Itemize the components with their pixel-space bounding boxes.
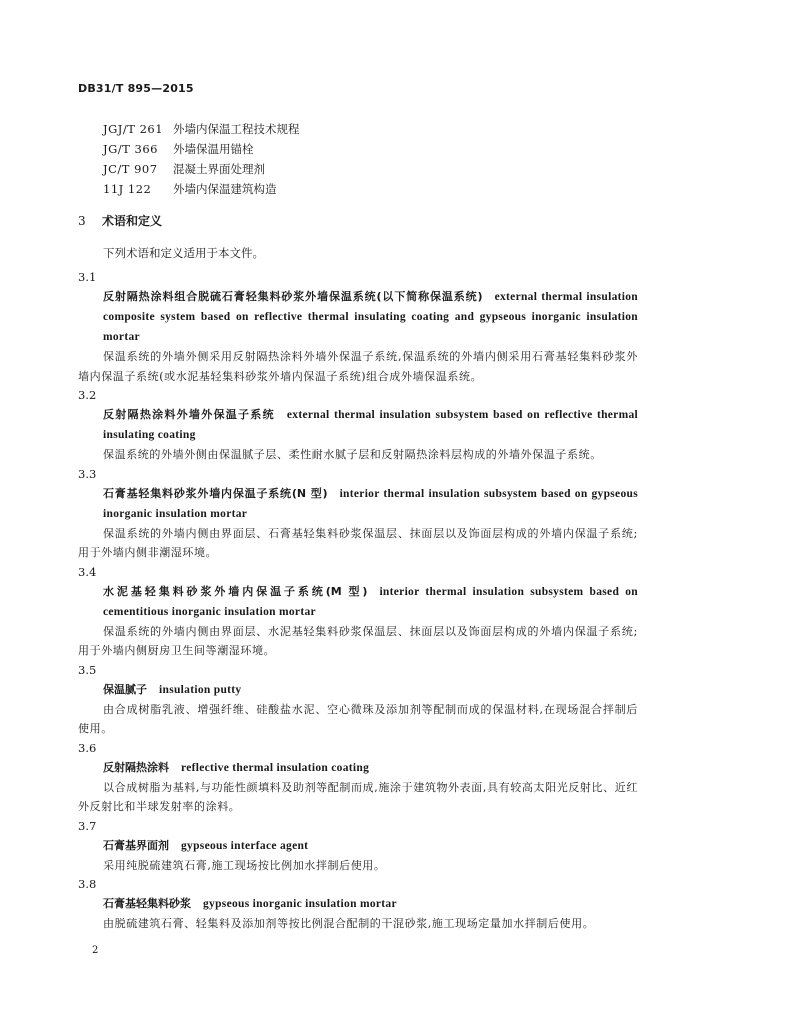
reference-item <box>103 179 300 199</box>
term-en: gypseous inorganic insulation mortar <box>203 898 397 910</box>
term-zh: 石膏基界面剂 <box>103 838 169 852</box>
term-title <box>78 680 638 700</box>
term-title <box>78 582 638 622</box>
term-en: reflective thermal insulation coating <box>181 761 370 774</box>
reference-code: JG/T 366 <box>103 142 158 156</box>
term-list <box>78 268 638 934</box>
term-definition: 保温系统的外墙内侧由界面层、石膏基轻集料砂浆保温层、抹面层以及饰面层构成的外墙内保温子系统;用于外墙内侧非潮湿环境。 <box>78 526 638 559</box>
section-title: 术语和定义 <box>102 214 163 228</box>
reference-title: 外墙内保温建筑构造 <box>173 182 277 196</box>
section-number: 3 <box>78 214 86 228</box>
term-entry <box>78 386 638 465</box>
term-definition: 采用纯脱硫建筑石膏,施工现场按比例加水拌制后使用。 <box>103 858 386 872</box>
term-entry <box>78 465 638 563</box>
term-zh: 保温腻子 <box>103 682 147 696</box>
term-en: gypseous interface agent <box>181 839 309 852</box>
doc-code: DB31/T 895—2015 <box>78 82 194 95</box>
term-en: interior thermal insulation subsystem based on gypseous inorganic insulation mortar <box>103 487 638 520</box>
term-entry <box>78 268 638 386</box>
term-title <box>78 405 638 445</box>
term-number: 3.4 <box>78 564 97 579</box>
term-definition: 以合成树脂为基料,与功能性颜填料及助剂等配制而成,施涂于建筑物外表面,具有较高太阳光反射比、近红外反射比和半球发射率的涂料。 <box>78 780 638 813</box>
term-zh: 反射隔热涂料组合脱硫石膏轻集料砂浆外墙保温系统(以下简称保温系统) <box>103 290 483 303</box>
reference-code: JGJ/T 261 <box>103 122 164 136</box>
term-zh: 水泥基轻集料砂浆外墙内保温子系统(M 型) <box>103 584 368 598</box>
reference-item <box>103 159 300 179</box>
term-number: 3.6 <box>78 740 97 755</box>
term-zh: 石膏基轻集料砂浆外墙内保温子系统(N 型) <box>103 486 328 500</box>
term-entry <box>78 875 638 934</box>
term-definition: 保温系统的外墙外侧由保温腻子层、柔性耐水腻子层和反射隔热涂料层构成的外墙外保温子系统。 <box>103 448 602 461</box>
term-number: 3.1 <box>78 270 97 284</box>
term-zh: 反射隔热涂料 <box>103 760 169 774</box>
term-zh: 反射隔热涂料外墙外保温子系统 <box>103 408 275 421</box>
reference-title: 外墙保温用锚栓 <box>173 142 254 156</box>
term-number: 3.8 <box>78 877 97 891</box>
term-zh: 石膏基轻集料砂浆 <box>103 897 191 910</box>
term-number: 3.2 <box>78 388 97 402</box>
term-entry <box>78 661 638 739</box>
term-en: insulation putty <box>159 683 242 696</box>
term-number: 3.3 <box>78 466 97 481</box>
term-en: external thermal insulation composite system based on reflective thermal insulating coating and gypseous inorganic insulation mortar <box>103 291 638 343</box>
term-title <box>78 758 638 778</box>
term-en: interior thermal insulation subsystem based on cementitious inorganic insulation mortar <box>103 585 638 618</box>
term-title <box>78 484 638 524</box>
reference-code: 11J 122 <box>103 182 152 196</box>
section-intro: 下列术语和定义适用于本文件。 <box>103 246 264 260</box>
term-definition: 由脱硫建筑石膏、轻集料及添加剂等按比例混合配制的干混砂浆,施工现场定量加水拌制后使用。 <box>103 917 595 930</box>
term-entry <box>78 563 638 661</box>
term-entry <box>78 739 638 817</box>
term-definition: 由合成树脂乳液、增强纤维、硅酸盐水泥、空心微珠及添加剂等配制而成的保温材料,在现场混合拌制后使用。 <box>78 702 638 735</box>
section-heading <box>78 212 162 229</box>
term-title <box>78 836 638 856</box>
reference-item <box>103 119 300 139</box>
reference-code: JC/T 907 <box>103 162 158 176</box>
reference-item <box>103 139 300 159</box>
reference-list <box>103 119 300 199</box>
term-entry <box>78 817 638 876</box>
term-title <box>78 287 638 347</box>
reference-title: 外墙内保温工程技术规程 <box>173 122 300 136</box>
term-en: external thermal insulation subsystem based on reflective thermal insulating coating <box>103 409 638 441</box>
term-title <box>78 894 638 914</box>
term-definition: 保温系统的外墙外侧采用反射隔热涂料外墙外保温子系统,保温系统的外墙内侧采用石膏基轻集料砂浆外墙内保温子系统(或水泥基轻集料砂浆外墙内保温子系统)组合成外墙保温系统。 <box>78 350 638 383</box>
reference-title: 混凝土界面处理剂 <box>173 162 265 176</box>
term-number: 3.5 <box>78 662 97 677</box>
page-number: 2 <box>92 945 99 956</box>
term-definition: 保温系统的外墙内侧由界面层、水泥基轻集料砂浆保温层、抹面层以及饰面层构成的外墙内保温子系统;用于外墙内侧厨房卫生间等潮湿环境。 <box>78 624 638 657</box>
term-number: 3.7 <box>78 818 97 833</box>
